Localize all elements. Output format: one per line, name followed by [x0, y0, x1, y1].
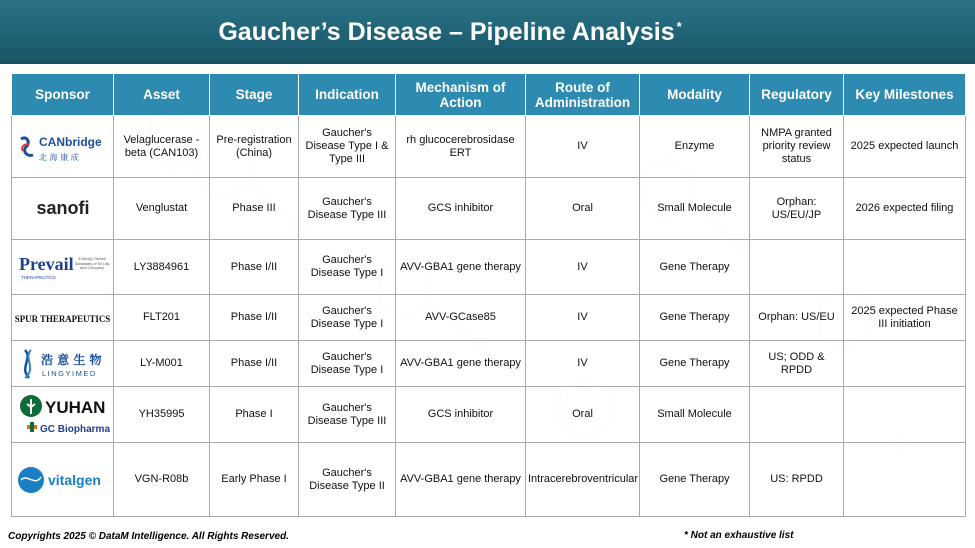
- route-cell: Oral: [526, 387, 640, 443]
- canbridge-wordmark: CANbridge: [38, 134, 102, 149]
- page-title-text: Gaucher’s Disease – Pipeline Analysis: [218, 17, 675, 46]
- table-row: [12, 295, 966, 341]
- mechanism-cell: AVV-GBA1 gene therapy: [396, 240, 526, 295]
- regulatory-cell: Orphan: US/EU/JP: [750, 178, 844, 240]
- milestones-cell: 2025 expected Phase III initiation: [844, 295, 966, 341]
- vitalgen-logo: [14, 463, 111, 497]
- sponsor-cell: [12, 341, 114, 387]
- lingyimed-helix-icon: [25, 350, 31, 378]
- canbridge-logo: [14, 129, 111, 165]
- sanofi-logo: [14, 194, 111, 224]
- sanofi-wordmark: sanofi: [35, 197, 90, 218]
- canbridge-emblem-icon: [21, 137, 33, 154]
- prevail-parent-note: A Wholly Owned Subsidiary of Eli Lilly and Company: [74, 257, 109, 271]
- column-header: Regulatory: [750, 74, 844, 116]
- table-row: [12, 178, 966, 240]
- indication-cell: Gaucher's Disease Type III: [299, 387, 396, 443]
- indication-cell: Gaucher's Disease Type I & Type III: [299, 116, 396, 178]
- regulatory-cell: Orphan: US/EU: [750, 295, 844, 341]
- modality-cell: Gene Therapy: [640, 240, 750, 295]
- indication-cell: Gaucher's Disease Type I: [299, 341, 396, 387]
- asset-cell: LY-M001: [114, 341, 210, 387]
- mechanism-cell: AVV-GBA1 gene therapy: [396, 341, 526, 387]
- gc-cross-icon: [27, 422, 37, 432]
- column-header: Key Milestones: [844, 74, 966, 116]
- spur-therapeutics-logo: [14, 308, 111, 328]
- milestones-cell: [844, 240, 966, 295]
- table-row: [12, 341, 966, 387]
- stage-cell: Phase I/II: [210, 240, 299, 295]
- modality-cell: Small Molecule: [640, 178, 750, 240]
- mechanism-cell: GCS inhibitor: [396, 387, 526, 443]
- sponsor-cell: [12, 178, 114, 240]
- yuhan-wordmark: YUHAN: [44, 397, 105, 417]
- copyright-notice: Copyrights 2025 © DataM Intelligence. All Rights Reserved.: [8, 531, 289, 542]
- disclaimer-note: * Not an exhaustive list: [684, 530, 794, 541]
- yuhan-gc-logo: [14, 392, 111, 438]
- stage-cell: Phase I/II: [210, 295, 299, 341]
- regulatory-cell: [750, 240, 844, 295]
- asset-cell: VGN-R08b: [114, 443, 210, 517]
- mechanism-cell: rh glucocerebrosidase ERT: [396, 116, 526, 178]
- modality-cell: Small Molecule: [640, 387, 750, 443]
- modality-cell: Gene Therapy: [640, 443, 750, 517]
- asset-cell: LY3884961: [114, 240, 210, 295]
- lingyimed-chinese-name: 浩 意 生 物: [40, 352, 102, 367]
- stage-cell: Phase I: [210, 387, 299, 443]
- indication-cell: Gaucher's Disease Type I: [299, 240, 396, 295]
- yuhan-tree-icon: [20, 395, 42, 417]
- regulatory-cell: NMPA granted priority review status: [750, 116, 844, 178]
- asset-cell: FLT201: [114, 295, 210, 341]
- column-header: Modality: [640, 74, 750, 116]
- indication-cell: Gaucher's Disease Type I: [299, 295, 396, 341]
- column-header: Stage: [210, 74, 299, 116]
- route-cell: Intracerebroventricular: [526, 443, 640, 517]
- mechanism-cell: AVV-GCase85: [396, 295, 526, 341]
- column-header: Indication: [299, 74, 396, 116]
- table-row: [12, 116, 966, 178]
- indication-cell: Gaucher's Disease Type III: [299, 178, 396, 240]
- table-row: [12, 387, 966, 443]
- milestones-cell: [844, 387, 966, 443]
- table-header-row: [12, 74, 966, 116]
- sponsor-cell: [12, 295, 114, 341]
- vitalgen-wordmark: vitalgen: [47, 471, 101, 488]
- stage-cell: Phase III: [210, 178, 299, 240]
- indication-cell: Gaucher's Disease Type II: [299, 443, 396, 517]
- sponsor-cell: [12, 387, 114, 443]
- vitalgen-globe-icon: [18, 467, 44, 493]
- lingyimed-logo: [14, 346, 111, 382]
- milestones-cell: 2026 expected filing: [844, 178, 966, 240]
- prevail-wordmark: Prevail: [18, 254, 74, 274]
- route-cell: IV: [526, 240, 640, 295]
- lingyimed-wordmark: LINGYIMED: [41, 368, 97, 378]
- stage-cell: Phase I/II: [210, 341, 299, 387]
- pipeline-table: [11, 73, 966, 517]
- column-header: Asset: [114, 74, 210, 116]
- regulatory-cell: [750, 387, 844, 443]
- table-row: [12, 240, 966, 295]
- route-cell: IV: [526, 295, 640, 341]
- spur-wordmark: SPUR THERAPEUTICS: [14, 313, 111, 324]
- table-row: [12, 443, 966, 517]
- gc-biopharma-wordmark: GC Biopharma: [39, 423, 110, 435]
- route-cell: IV: [526, 341, 640, 387]
- regulatory-cell: US; ODD & RPDD: [750, 341, 844, 387]
- modality-cell: Gene Therapy: [640, 341, 750, 387]
- regulatory-cell: US: RPDD: [750, 443, 844, 517]
- column-header: Mechanism of Action: [396, 74, 526, 116]
- column-header: Sponsor: [12, 74, 114, 116]
- prevail-subtitle: THERAPEUTICS: [20, 275, 56, 280]
- page-title: [0, 0, 900, 64]
- prevail-logo: [14, 249, 111, 285]
- asset-cell: Velaglucerase - beta (CAN103): [114, 116, 210, 178]
- stage-cell: Early Phase I: [210, 443, 299, 517]
- sponsor-cell: [12, 240, 114, 295]
- column-header: Route of Administration: [526, 74, 640, 116]
- sponsor-cell: [12, 116, 114, 178]
- milestones-cell: [844, 341, 966, 387]
- stage-cell: Pre-registration (China): [210, 116, 299, 178]
- title-asterisk: *: [676, 18, 682, 34]
- mechanism-cell: AVV-GBA1 gene therapy: [396, 443, 526, 517]
- milestones-cell: [844, 443, 966, 517]
- mechanism-cell: GCS inhibitor: [396, 178, 526, 240]
- route-cell: Oral: [526, 178, 640, 240]
- canbridge-chinese-name: 北 海 康 成: [38, 152, 79, 162]
- modality-cell: Gene Therapy: [640, 295, 750, 341]
- asset-cell: YH35995: [114, 387, 210, 443]
- route-cell: IV: [526, 116, 640, 178]
- sponsor-cell: [12, 443, 114, 517]
- modality-cell: Enzyme: [640, 116, 750, 178]
- milestones-cell: 2025 expected launch: [844, 116, 966, 178]
- asset-cell: Venglustat: [114, 178, 210, 240]
